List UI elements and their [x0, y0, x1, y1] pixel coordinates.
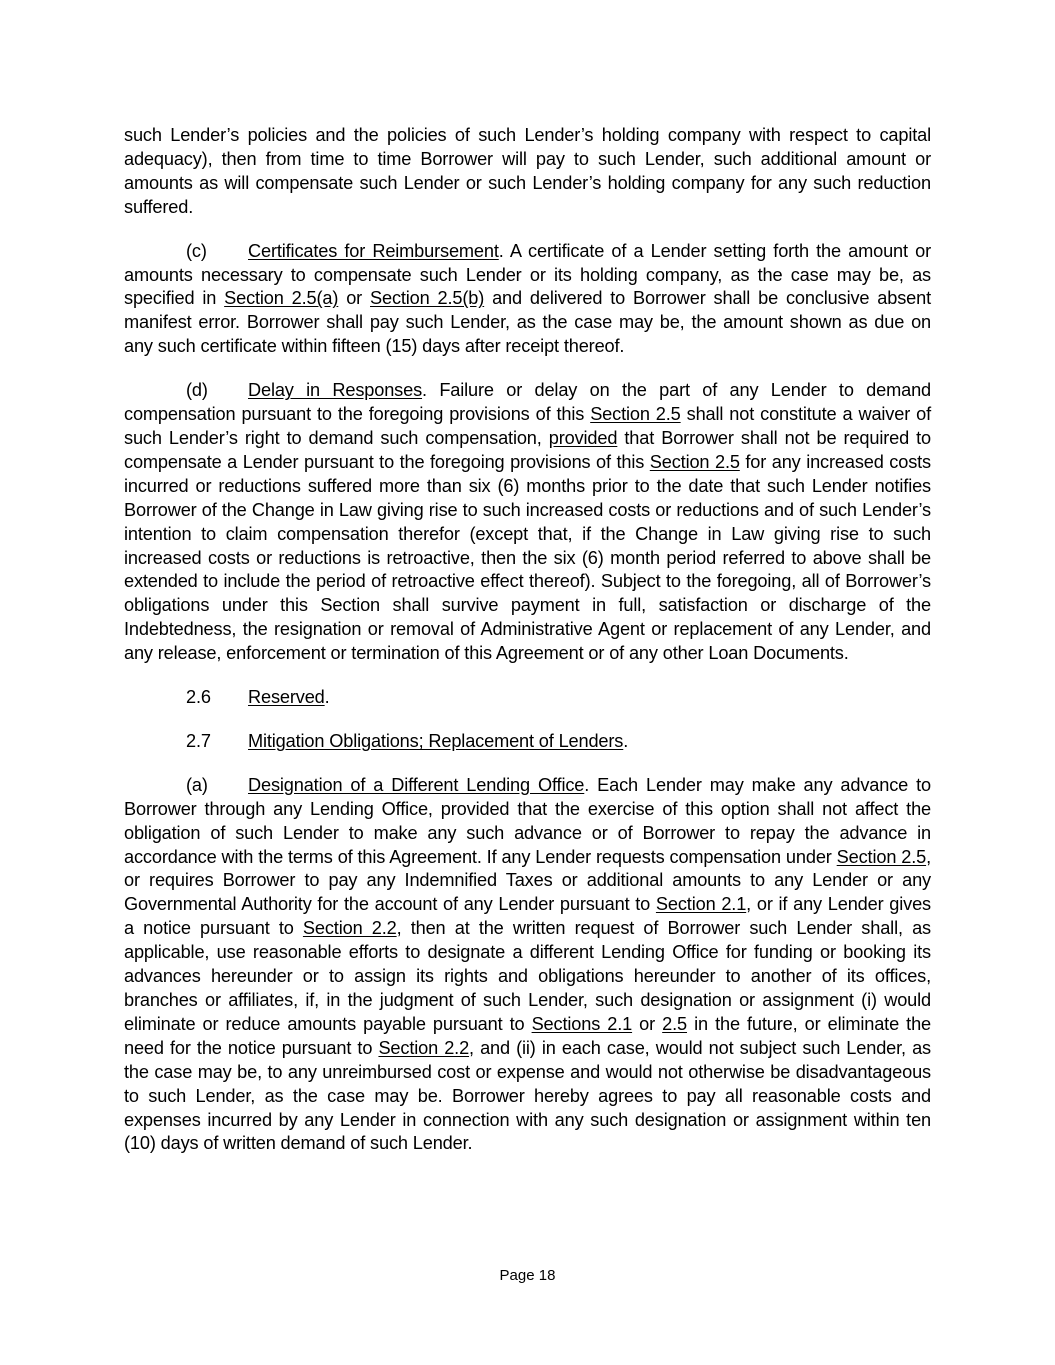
paragraph-d-heading: Delay in Responses — [248, 380, 423, 401]
document-body — [124, 124, 931, 1176]
paragraph-d-text-3: that Borrower shall not be required to compensate a Lender pursuant to the foregoing provisions of this — [124, 427, 931, 472]
section-2-6 — [124, 686, 931, 710]
section-2-7-period: . — [623, 730, 629, 751]
paragraph-a-text-6: in the future, or eliminate the need for the notice pursuant to — [124, 1013, 931, 1058]
paragraph-a-text-3: , or if any Lender gives a notice pursuant to — [124, 894, 931, 939]
section-2-6-period: . — [324, 687, 330, 708]
paragraph-c-marker: (c) — [186, 240, 207, 261]
paragraph-d-text-1: . Failure or delay on the part of any Lender to demand compensation pursuant to the foregoing provisions of this — [124, 380, 931, 425]
section-2-7-number: 2.7 — [186, 730, 211, 751]
paragraph-a-text-5: or — [632, 1013, 663, 1034]
paragraph-c-heading: Certificates for Reimbursement — [248, 240, 499, 261]
paragraph-a-text-4: , then at the written request of Borrower such Lender shall, as applicable, use reasonable efforts to designate a different Lending Office for funding or booking its advances hereunder or to assign its rights and obligations hereunder to another of its offices, branches or affiliates, if, in the judgment of such Lender, such designation or assignment (i) would eliminate or reduce amounts payable pursuant to — [124, 918, 931, 1034]
page-number: Page 18 — [499, 1267, 556, 1284]
section-2-6-number: 2.6 — [186, 687, 211, 708]
paragraph-c — [124, 240, 931, 360]
section-ref-2-5-short: 2.5 — [662, 1013, 688, 1034]
section-ref-2-2: Section 2.2 — [378, 1037, 470, 1058]
section-ref-2-2: Section 2.2 — [302, 918, 397, 939]
paragraph-a-heading: Designation of a Different Lending Office — [248, 774, 585, 795]
page-footer — [0, 1266, 1055, 1286]
section-ref-2-1-plural: Sections 2.1 — [531, 1013, 633, 1034]
section-ref-2-1: Section 2.1 — [655, 894, 747, 915]
paragraph-d-marker: (d) — [186, 380, 208, 401]
provided-term: provided — [548, 427, 618, 448]
paragraph-a-marker: (a) — [186, 774, 208, 795]
section-ref-2-5: Section 2.5 — [649, 451, 740, 472]
section-ref-2-5b: Section 2.5(b) — [370, 288, 485, 309]
section-ref-2-5: Section 2.5 — [590, 404, 681, 425]
section-ref-2-5a: Section 2.5(a) — [224, 288, 339, 309]
section-2-6-title: Reserved — [248, 687, 325, 708]
paragraph-a-text-1: . Each Lender may make any advance to Borrower through any Lending Office, provided that the exercise of this option shall not affect the obligation of such Lender to make any such advance or of Borrower to repay the advance in accordance with the terms of this Agreement. If any Lender requests compensation under — [124, 774, 931, 867]
paragraph-c-text-3: and delivered to Borrower shall be conclusive absent manifest error. Borrower shall pay such Lender, as the case may be, the amount shown as due on any such certificate within fifteen (15) days after receipt thereof. — [124, 288, 931, 357]
paragraph-a-text-7: , and (ii) in each case, would not subject such Lender, as the case may be, to any unreimbursed cost or expense and would not otherwise be disadvantageous to such Lender, as the case may be. Borrower hereby agrees to pay all reasonable costs and expenses incurred by any Lender in connection with any such designation or assignment within ten (10) days of written demand of such Lender. — [124, 1037, 931, 1154]
paragraph-d-text-4: for any increased costs incurred or reductions suffered more than six (6) months prior to the date that such Lender notifies Borrower of the Change in Law giving rise to such increased costs or reductions and of such Lender’s intention to claim compensation therefor (except that, if the Change in Law giving rise to such increased costs or reductions is retroactive, then the six (6) month period referred to above shall be extended to include the period of retroactive effect thereof). Subject to the foregoing, all of Borrower’s obligations under this Section shall survive payment in full, satisfaction or discharge of the Indebtedness, the resignation or removal of Administrative Agent or replacement of any Lender, and any release, enforcement or termination of this Agreement or of any other Loan Documents. — [124, 451, 931, 664]
paragraph-c-text-1: . A certificate of a Lender setting forth the amount or amounts necessary to compensate such Lender or its holding company, as the case may be, as specified in — [124, 240, 931, 309]
section-ref-2-5: Section 2.5 — [836, 846, 927, 867]
paragraph-a-text-2: , or requires Borrower to pay any Indemnified Taxes or additional amounts to any Lender or any Governmental Authority for the account of any Lender pursuant to — [124, 846, 931, 915]
paragraph-d — [124, 379, 931, 666]
paragraph-intro — [124, 124, 931, 220]
section-2-7-title: Mitigation Obligations; Replacement of Lenders — [248, 730, 624, 751]
paragraph-a — [124, 774, 931, 1157]
paragraph-c-text-2: or — [338, 288, 370, 309]
paragraph-intro-text: such Lender’s policies and the policies of such Lender’s holding company with respect to capital adequacy), then from time to time Borrower will pay to such Lender, such additional amount or amounts as will compensate such Lender or such Lender’s holding company for any such reduction suffered. — [124, 125, 931, 217]
paragraph-d-text-2: shall not constitute a waiver of such Lender’s right to demand such compensation, — [124, 404, 931, 448]
section-2-7 — [124, 730, 931, 754]
